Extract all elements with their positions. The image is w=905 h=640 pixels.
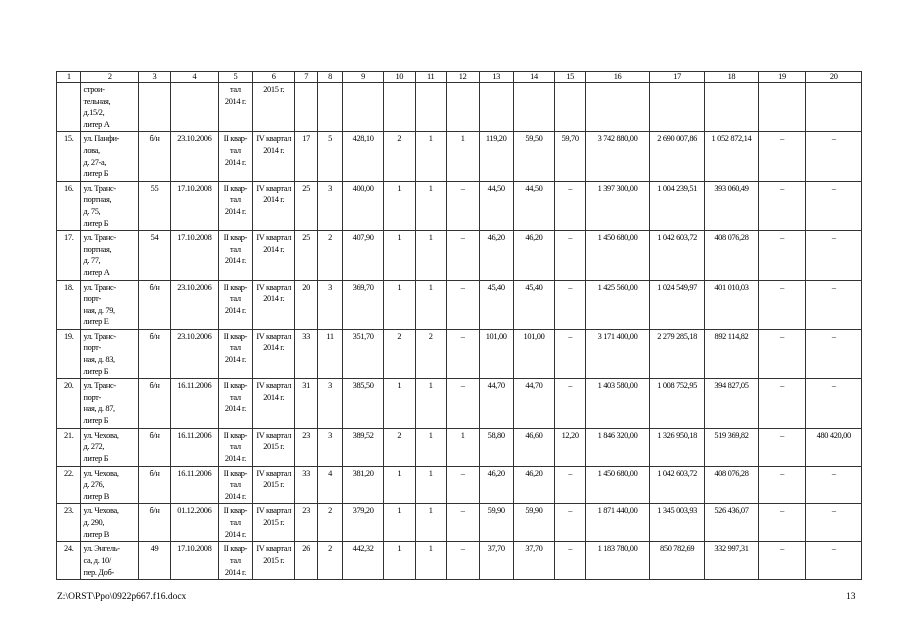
table-cell-col-20: – — [806, 231, 862, 280]
table-cell-col-15: – — [555, 231, 586, 280]
table-cell-col-17: 1 326 950,18 — [649, 428, 704, 466]
column-header-3: 3 — [138, 72, 170, 83]
table-cell-col-14: 46,20 — [513, 231, 555, 280]
page-number: 13 — [846, 592, 856, 602]
table-cell-col-19: – — [758, 280, 806, 329]
table-cell-col-6: 2015 г. — [252, 83, 295, 132]
table-cell-col-5: II квар- тал 2014 г. — [218, 231, 252, 280]
table-cell-col-8: 3 — [317, 428, 343, 466]
table-cell-col-19: – — [758, 379, 806, 428]
table-cell-col-12: – — [446, 466, 479, 504]
table-cell-col-19 — [758, 83, 806, 132]
table-cell-col-20: – — [806, 379, 862, 428]
column-header-19: 19 — [758, 72, 806, 83]
table-cell-col-12: 1 — [446, 428, 479, 466]
table-cell-col-5: II квар- тал 2014 г. — [218, 329, 252, 378]
table-cell-col-17 — [649, 83, 704, 132]
table-cell-col-16: 3 742 880,00 — [586, 132, 650, 181]
table-cell-col-4: 17.10.2008 — [170, 231, 218, 280]
table-cell-col-15: 12,20 — [555, 428, 586, 466]
table-header-row — [57, 72, 862, 83]
table-cell-col-15: – — [555, 542, 586, 580]
table-cell-col-10: 1 — [383, 181, 415, 230]
table-cell-col-9: 428,10 — [343, 132, 383, 181]
table-cell-col-4: 01.12.2006 — [170, 504, 218, 542]
table-cell-col-17: 2 690 007,86 — [649, 132, 704, 181]
table-cell-col-15: – — [555, 280, 586, 329]
table-cell-col-18: 393 060,49 — [705, 181, 758, 230]
table-cell-col-17: 1 042 603,72 — [649, 466, 704, 504]
table-cell-col-17: 850 782,69 — [649, 542, 704, 580]
table-cell-col-11: 1 — [415, 542, 446, 580]
table-cell-col-13: 44,50 — [479, 181, 513, 230]
table-cell-col-19: – — [758, 542, 806, 580]
table-cell-col-7: 20 — [295, 280, 317, 329]
column-header-9: 9 — [343, 72, 383, 83]
table-cell-col-5: II квар- тал 2014 г. — [218, 504, 252, 542]
table-cell-col-9: 369,70 — [343, 280, 383, 329]
table-cell-col-11: 1 — [415, 181, 446, 230]
table-cell-col-7 — [295, 83, 317, 132]
table-cell-col-9 — [343, 83, 383, 132]
table-cell-col-12: – — [446, 504, 479, 542]
table-cell-col-1: 18. — [57, 280, 81, 329]
table-cell-col-2: ул. Энгель- са, д. 10/ пер. Доб- — [81, 542, 139, 580]
table-row — [57, 379, 862, 428]
table-cell-col-4: 23.10.2006 — [170, 329, 218, 378]
table-cell-col-9: 381,20 — [343, 466, 383, 504]
table-cell-col-13: 44,70 — [479, 379, 513, 428]
table-cell-col-2: ул. Чехова, д. 272, литер Б — [81, 428, 139, 466]
table-row — [57, 280, 862, 329]
table-cell-col-6: IV квартал 2014 г. — [252, 280, 295, 329]
table-cell-col-12: – — [446, 379, 479, 428]
table-cell-col-10: 1 — [383, 466, 415, 504]
column-header-17: 17 — [649, 72, 704, 83]
column-header-5: 5 — [218, 72, 252, 83]
table-cell-col-6: IV квартал 2014 г. — [252, 132, 295, 181]
table-cell-col-11: 1 — [415, 379, 446, 428]
table-cell-col-3: б/н — [138, 504, 170, 542]
table-cell-col-4: 16.11.2006 — [170, 428, 218, 466]
table-cell-col-11: 1 — [415, 132, 446, 181]
table-cell-col-20: – — [806, 329, 862, 378]
table-cell-col-17: 1 042 603,72 — [649, 231, 704, 280]
table-cell-col-15: – — [555, 181, 586, 230]
table-cell-col-16 — [586, 83, 650, 132]
table-cell-col-16: 1 183 780,00 — [586, 542, 650, 580]
table-cell-col-11 — [415, 83, 446, 132]
table-cell-col-2: ул. Транс- порт- ная, д. 83, литер Б — [81, 329, 139, 378]
table-cell-col-4: 16.11.2006 — [170, 379, 218, 428]
table-cell-col-7: 23 — [295, 428, 317, 466]
table-cell-col-3: б/н — [138, 329, 170, 378]
table-cell-col-6: IV квартал 2014 г. — [252, 379, 295, 428]
table-cell-col-20: – — [806, 504, 862, 542]
table-cell-col-18: 394 827,05 — [705, 379, 758, 428]
table-cell-col-20 — [806, 83, 862, 132]
table-cell-col-13: 46,20 — [479, 466, 513, 504]
table-cell-col-5: II квар- тал 2014 г. — [218, 542, 252, 580]
table-cell-col-14: 46,60 — [513, 428, 555, 466]
column-header-15: 15 — [555, 72, 586, 83]
table-cell-col-9: 389,52 — [343, 428, 383, 466]
table-cell-col-1: 17. — [57, 231, 81, 280]
table-cell-col-18: 526 436,07 — [705, 504, 758, 542]
table-cell-col-3: 49 — [138, 542, 170, 580]
table-cell-col-15: 59,70 — [555, 132, 586, 181]
table-cell-col-4: 23.10.2006 — [170, 132, 218, 181]
table-row — [57, 132, 862, 181]
table-cell-col-14: 45,40 — [513, 280, 555, 329]
table-cell-col-18: 1 052 872,14 — [705, 132, 758, 181]
table-cell-col-16: 1 871 440,00 — [586, 504, 650, 542]
table-cell-col-17: 1 024 549,97 — [649, 280, 704, 329]
table-cell-col-3: 54 — [138, 231, 170, 280]
table-cell-col-5: II квар- тал 2014 г. — [218, 428, 252, 466]
table-cell-col-5: тал 2014 г. — [218, 83, 252, 132]
table-body — [57, 83, 862, 580]
data-table — [56, 71, 862, 580]
table-cell-col-11: 1 — [415, 231, 446, 280]
table-cell-col-3 — [138, 83, 170, 132]
table-cell-col-19: – — [758, 329, 806, 378]
table-row — [57, 466, 862, 504]
table-cell-col-3: б/н — [138, 379, 170, 428]
column-header-10: 10 — [383, 72, 415, 83]
table-cell-col-13: 46,20 — [479, 231, 513, 280]
table-cell-col-14: 59,50 — [513, 132, 555, 181]
table-cell-col-11: 1 — [415, 428, 446, 466]
table-cell-col-6: IV квартал 2014 г. — [252, 181, 295, 230]
table-cell-col-6: IV квартал 2015 г. — [252, 428, 295, 466]
table-cell-col-9: 407,90 — [343, 231, 383, 280]
table-cell-col-2: ул. Панфи- лова, д. 27-а, литер Б — [81, 132, 139, 181]
table-cell-col-20: – — [806, 542, 862, 580]
table-cell-col-7: 31 — [295, 379, 317, 428]
table-cell-col-8: 2 — [317, 231, 343, 280]
column-header-11: 11 — [415, 72, 446, 83]
table-cell-col-8: 3 — [317, 379, 343, 428]
table-cell-col-10: 2 — [383, 329, 415, 378]
table-cell-col-9: 379,20 — [343, 504, 383, 542]
table-cell-col-7: 26 — [295, 542, 317, 580]
table-cell-col-14: 37,70 — [513, 542, 555, 580]
table-cell-col-5: II квар- тал 2014 г. — [218, 466, 252, 504]
table-cell-col-12: – — [446, 181, 479, 230]
table-cell-col-1 — [57, 83, 81, 132]
table-cell-col-9: 351,70 — [343, 329, 383, 378]
table-cell-col-10: 2 — [383, 132, 415, 181]
table-cell-col-6: IV квартал 2015 г. — [252, 466, 295, 504]
column-header-7: 7 — [295, 72, 317, 83]
table-cell-col-1: 15. — [57, 132, 81, 181]
table-cell-col-13 — [479, 83, 513, 132]
table-cell-col-15: – — [555, 504, 586, 542]
column-header-20: 20 — [806, 72, 862, 83]
table-row — [57, 504, 862, 542]
table-cell-col-3: б/н — [138, 466, 170, 504]
table-row — [57, 329, 862, 378]
table-cell-col-19: – — [758, 428, 806, 466]
table-cell-col-18: 408 076,28 — [705, 466, 758, 504]
table-cell-col-20: 480 420,00 — [806, 428, 862, 466]
table-cell-col-13: 45,40 — [479, 280, 513, 329]
table-cell-col-2: ул. Транс- портная, д. 75, литер Б — [81, 181, 139, 230]
table-cell-col-8: 3 — [317, 280, 343, 329]
table-cell-col-1: 16. — [57, 181, 81, 230]
table-cell-col-16: 1 397 300,00 — [586, 181, 650, 230]
table-cell-col-9: 385,50 — [343, 379, 383, 428]
table-cell-col-18: 401 010,03 — [705, 280, 758, 329]
table-cell-col-8 — [317, 83, 343, 132]
table-cell-col-13: 58,80 — [479, 428, 513, 466]
table-cell-col-19: – — [758, 504, 806, 542]
table-cell-col-12: – — [446, 542, 479, 580]
table-cell-col-19: – — [758, 231, 806, 280]
table-cell-col-20: – — [806, 181, 862, 230]
table-cell-col-15: – — [555, 379, 586, 428]
footer-file-path: Z:\ORST\Ppo\0922p667.f16.docx — [57, 592, 187, 602]
table-cell-col-7: 25 — [295, 181, 317, 230]
table-cell-col-2: ул. Транс- порт- ная, д. 87, литер Б — [81, 379, 139, 428]
table-cell-col-2: строи- тельная, д.15/2, литер А — [81, 83, 139, 132]
table-row — [57, 181, 862, 230]
table-row — [57, 542, 862, 580]
table-cell-col-10: 1 — [383, 231, 415, 280]
table-cell-col-6: IV квартал 2014 г. — [252, 329, 295, 378]
table-cell-col-6: IV квартал 2015 г. — [252, 504, 295, 542]
table-cell-col-18: 332 997,31 — [705, 542, 758, 580]
table-cell-col-12: 1 — [446, 132, 479, 181]
table-cell-col-17: 1 345 003,93 — [649, 504, 704, 542]
table-cell-col-18 — [705, 83, 758, 132]
table-cell-col-13: 37,70 — [479, 542, 513, 580]
table-cell-col-15: – — [555, 329, 586, 378]
table-cell-col-8: 3 — [317, 181, 343, 230]
table-cell-col-5: II квар- тал 2014 г. — [218, 379, 252, 428]
table-cell-col-15 — [555, 83, 586, 132]
table-cell-col-3: б/н — [138, 428, 170, 466]
table-cell-col-14: 44,50 — [513, 181, 555, 230]
table-cell-col-8: 5 — [317, 132, 343, 181]
table-cell-col-5: II квар- тал 2014 г. — [218, 181, 252, 230]
table-cell-col-2: ул. Транс- порт- ная, д. 79, литер Е — [81, 280, 139, 329]
table-cell-col-1: 22. — [57, 466, 81, 504]
table-cell-col-5: II квар- тал 2014 г. — [218, 280, 252, 329]
table-cell-col-16: 1 450 680,00 — [586, 466, 650, 504]
table-cell-col-2: ул. Чехова, д. 276, литер В — [81, 466, 139, 504]
table-cell-col-17: 1 004 239,51 — [649, 181, 704, 230]
table-cell-col-13: 59,90 — [479, 504, 513, 542]
table-cell-col-1: 21. — [57, 428, 81, 466]
table-cell-col-1: 23. — [57, 504, 81, 542]
table-cell-col-7: 23 — [295, 504, 317, 542]
table-cell-col-14: 101,00 — [513, 329, 555, 378]
table-cell-col-17: 2 279 285,18 — [649, 329, 704, 378]
column-header-8: 8 — [317, 72, 343, 83]
column-header-18: 18 — [705, 72, 758, 83]
table-cell-col-1: 19. — [57, 329, 81, 378]
table-cell-col-16: 1 403 580,00 — [586, 379, 650, 428]
table-cell-col-2: ул. Транс- портная, д. 77, литер А — [81, 231, 139, 280]
table-cell-col-19: – — [758, 181, 806, 230]
table-cell-col-8: 4 — [317, 466, 343, 504]
column-header-16: 16 — [586, 72, 650, 83]
table-cell-col-11: 1 — [415, 280, 446, 329]
table-cell-col-10: 2 — [383, 428, 415, 466]
column-header-4: 4 — [170, 72, 218, 83]
column-header-1: 1 — [57, 72, 81, 83]
table-row — [57, 428, 862, 466]
table-cell-col-7: 17 — [295, 132, 317, 181]
table-cell-col-6: IV квартал 2015 г. — [252, 542, 295, 580]
table-cell-col-5: II квар- тал 2014 г. — [218, 132, 252, 181]
table-cell-col-9: 400,00 — [343, 181, 383, 230]
table-cell-col-6: IV квартал 2014 г. — [252, 231, 295, 280]
table-cell-col-19: – — [758, 132, 806, 181]
table-cell-col-2: ул. Чехова, д. 290, литер В — [81, 504, 139, 542]
table-cell-col-4: 23.10.2006 — [170, 280, 218, 329]
table-cell-col-8: 2 — [317, 504, 343, 542]
table-cell-col-4: 17.10.2008 — [170, 542, 218, 580]
table-cell-col-20: – — [806, 132, 862, 181]
table-cell-col-7: 25 — [295, 231, 317, 280]
table-cell-col-14: 46,20 — [513, 466, 555, 504]
table-cell-col-4: 17.10.2008 — [170, 181, 218, 230]
table-cell-col-10: 1 — [383, 542, 415, 580]
column-header-13: 13 — [479, 72, 513, 83]
table-cell-col-16: 3 171 400,00 — [586, 329, 650, 378]
table-cell-col-12 — [446, 83, 479, 132]
table-cell-col-17: 1 008 752,95 — [649, 379, 704, 428]
table-cell-col-13: 119,20 — [479, 132, 513, 181]
table-cell-col-8: 11 — [317, 329, 343, 378]
table-cell-col-13: 101,00 — [479, 329, 513, 378]
table-cell-col-10: 1 — [383, 504, 415, 542]
table-cell-col-7: 33 — [295, 466, 317, 504]
table-cell-col-19: – — [758, 466, 806, 504]
table-row — [57, 83, 862, 132]
table-cell-col-10: 1 — [383, 280, 415, 329]
table-cell-col-18: 519 369,82 — [705, 428, 758, 466]
column-header-12: 12 — [446, 72, 479, 83]
table-cell-col-12: – — [446, 280, 479, 329]
table-cell-col-14 — [513, 83, 555, 132]
table-cell-col-14: 59,90 — [513, 504, 555, 542]
table-cell-col-16: 1 450 680,00 — [586, 231, 650, 280]
table-cell-col-14: 44,70 — [513, 379, 555, 428]
table-cell-col-16: 1 846 320,00 — [586, 428, 650, 466]
table-cell-col-18: 408 076,28 — [705, 231, 758, 280]
column-header-14: 14 — [513, 72, 555, 83]
table-cell-col-16: 1 425 560,00 — [586, 280, 650, 329]
table-cell-col-1: 24. — [57, 542, 81, 580]
table-cell-col-8: 2 — [317, 542, 343, 580]
table-cell-col-10: 1 — [383, 379, 415, 428]
table-cell-col-9: 442,32 — [343, 542, 383, 580]
table-cell-col-7: 33 — [295, 329, 317, 378]
table-cell-col-11: 1 — [415, 466, 446, 504]
table-cell-col-1: 20. — [57, 379, 81, 428]
table-cell-col-4 — [170, 83, 218, 132]
table-cell-col-12: – — [446, 231, 479, 280]
table-cell-col-11: 2 — [415, 329, 446, 378]
table-cell-col-3: 55 — [138, 181, 170, 230]
table-row — [57, 231, 862, 280]
column-header-2: 2 — [81, 72, 139, 83]
table-cell-col-12: – — [446, 329, 479, 378]
table-cell-col-15: – — [555, 466, 586, 504]
table-cell-col-3: б/н — [138, 280, 170, 329]
table-cell-col-20: – — [806, 466, 862, 504]
column-header-6: 6 — [252, 72, 295, 83]
table-cell-col-3: б/н — [138, 132, 170, 181]
table-cell-col-20: – — [806, 280, 862, 329]
table-cell-col-4: 16.11.2006 — [170, 466, 218, 504]
table-cell-col-10 — [383, 83, 415, 132]
table-cell-col-11: 1 — [415, 504, 446, 542]
table-cell-col-18: 892 114,82 — [705, 329, 758, 378]
